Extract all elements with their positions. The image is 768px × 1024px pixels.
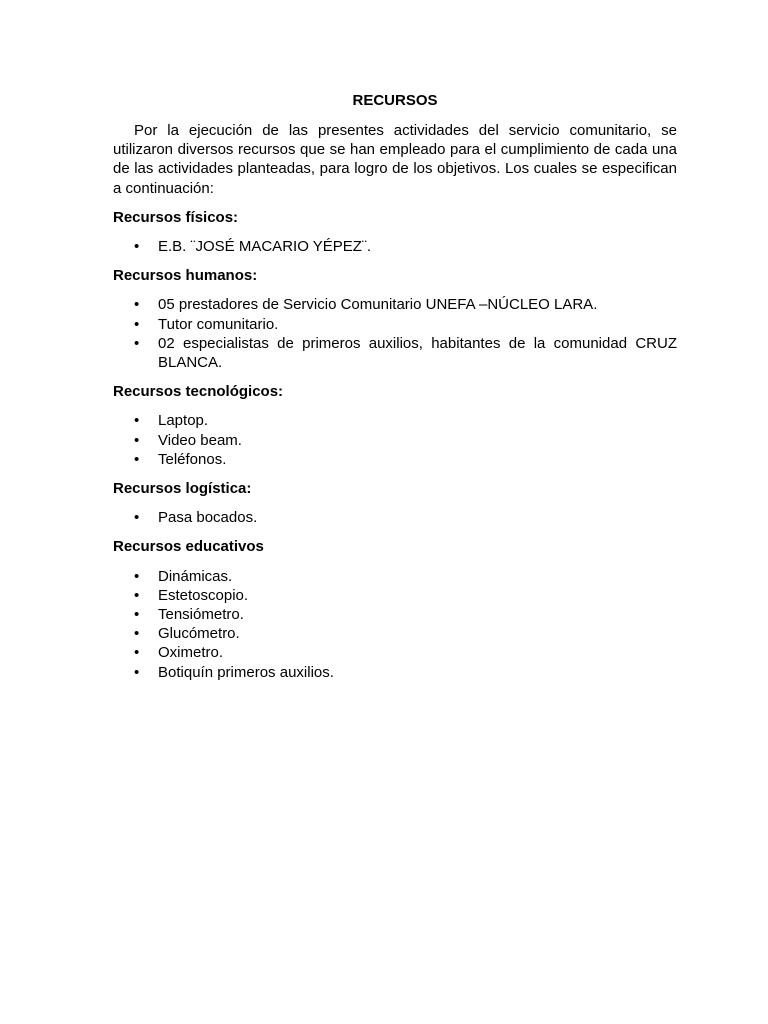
list-item: • Teléfonos. [134, 450, 227, 468]
bullet-icon: • [134, 509, 140, 527]
bullet-icon: • [134, 606, 140, 624]
bullet-icon: • [134, 315, 140, 333]
bullet-list [113, 295, 677, 372]
section-heading: Recursos físicos: [113, 208, 239, 226]
bullet-list [113, 237, 677, 256]
bullet-list [113, 411, 677, 469]
list-item: • Tensiómetro. [134, 606, 244, 624]
list-item: • 02 especialistas de primeros auxilios, habitantes de la comunidad CRUZ BLANCA. [134, 334, 677, 372]
list-item: • Video beam. [134, 431, 242, 449]
bullet-list [113, 567, 677, 682]
bullet-icon: • [134, 586, 140, 604]
section-recursos-humanos [113, 266, 677, 372]
section-recursos-educativos [113, 537, 677, 681]
section-heading: Recursos educativos [113, 538, 264, 556]
list-item: • E.B. ¨JOSÉ MACARIO YÉPEZ¨. [134, 238, 372, 256]
section-recursos-logistica [113, 479, 677, 527]
section-recursos-tecnologicos [113, 382, 677, 469]
section-heading: Recursos humanos: [113, 267, 258, 285]
bullet-list [113, 508, 677, 527]
bullet-icon: • [134, 431, 140, 449]
section-heading: Recursos tecnológicos: [113, 383, 284, 401]
bullet-icon: • [134, 663, 140, 681]
list-item: • Botiquín primeros auxilios. [134, 663, 334, 681]
bullet-icon: • [134, 238, 140, 256]
section-recursos-fisicos [113, 208, 677, 256]
list-item: • Dinámicas. [134, 567, 233, 585]
bullet-icon: • [134, 567, 140, 585]
document-title: RECURSOS [352, 92, 438, 109]
list-item: • Pasa bocados. [134, 509, 258, 527]
intro-paragraph: Por la ejecución de las presentes actividades del servicio comunitario, se utilizaron diversos recursos que se han empleado para el cumplimiento de cada una de las actividades planteadas, para logro de los objetivos. Los cuales se especifican a continuación: [113, 122, 677, 197]
bullet-icon: • [134, 644, 140, 662]
list-item: • 05 prestadores de Servicio Comunitario UNEFA –NÚCLEO LARA. [134, 296, 598, 314]
bullet-icon: • [134, 450, 140, 468]
document-page [113, 91, 677, 682]
list-item: • Laptop. [134, 412, 209, 430]
bullet-icon: • [134, 296, 140, 314]
list-item: • Glucómetro. [134, 625, 240, 643]
bullet-icon: • [134, 412, 140, 430]
bullet-icon: • [134, 334, 140, 352]
list-item: • Estetoscopio. [134, 586, 249, 604]
list-item: • Oximetro. [134, 644, 224, 662]
list-item: • Tutor comunitario. [134, 315, 279, 333]
bullet-icon: • [134, 625, 140, 643]
section-heading: Recursos logística: [113, 480, 252, 498]
